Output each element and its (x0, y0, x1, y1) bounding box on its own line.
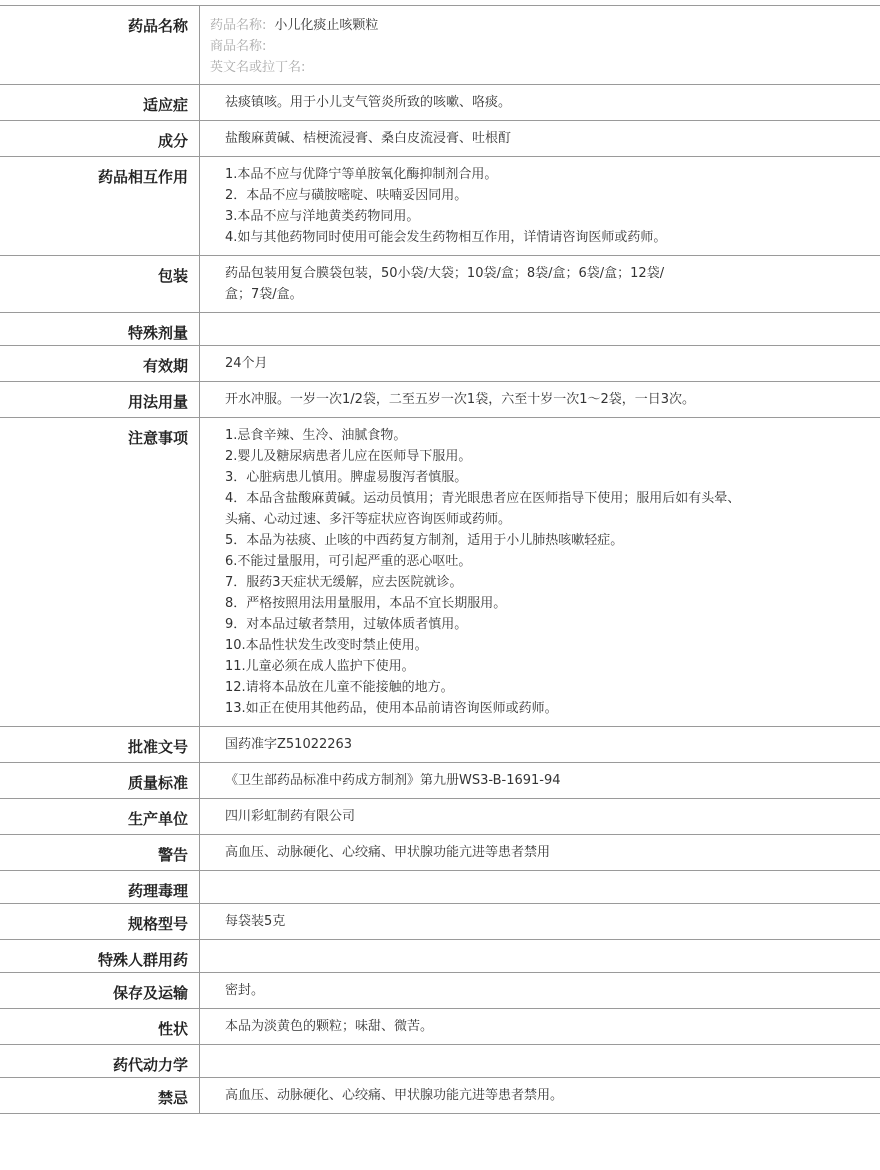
drug-info-table (0, 5, 880, 1114)
value-line: 每袋装5克 (225, 914, 286, 929)
value-line: 24个月 (225, 356, 268, 371)
value-line: 头痛、心动过速、多汗等症状应咨询医师或药师。 (225, 512, 512, 527)
info-rows (0, 85, 880, 1114)
value-line: 4.如与其他药物同时使用可能会发生药物相互作用，详情请咨询医师或药师。 (225, 230, 667, 245)
row-value (200, 871, 880, 903)
table-row (0, 1045, 880, 1078)
row-label: 性状 (0, 1009, 200, 1044)
row-value (200, 1045, 880, 1077)
table-row (0, 835, 880, 871)
row-label: 质量标准 (0, 763, 200, 798)
row-value (200, 904, 880, 939)
row-value (200, 85, 880, 120)
row-label: 警告 (0, 835, 200, 870)
table-row (0, 418, 880, 727)
row-value (200, 313, 880, 345)
trade-name-key: 商品名称: (210, 39, 267, 54)
row-label: 禁忌 (0, 1078, 200, 1113)
row-label: 批准文号 (0, 727, 200, 762)
table-row (0, 871, 880, 904)
row-label: 药品名称 (0, 6, 200, 84)
value-line: 3．心脏病患儿慎用。脾虚易腹泻者慎服。 (225, 470, 468, 485)
row-value (200, 346, 880, 381)
table-row (0, 799, 880, 835)
value-line: 《卫生部药品标准中药成方制剂》第九册WS3-B-1691-94 (225, 773, 561, 788)
row-label: 药理毒理 (0, 871, 200, 903)
value-line: 8．严格按照用法用量服用，本品不宜长期服用。 (225, 596, 507, 611)
value-line: 6.不能过量服用，可引起严重的恶心呕吐。 (225, 554, 472, 569)
value-line: 3.本品不应与洋地黄类药物同用。 (225, 209, 420, 224)
row-drug-name (0, 6, 880, 85)
table-row (0, 382, 880, 418)
table-row (0, 904, 880, 940)
table-row (0, 1078, 880, 1114)
value-line: 药品包装用复合膜袋包装，50小袋/大袋；10袋/盒；8袋/盒；6袋/盒；12袋/ (225, 266, 665, 281)
row-value (200, 727, 880, 762)
table-row (0, 763, 880, 799)
table-row (0, 313, 880, 346)
value-line: 国药准字Z51022263 (225, 737, 353, 752)
drug-name-block (200, 6, 880, 84)
drug-name-key: 药品名称: (210, 18, 267, 33)
value-line: 本品为淡黄色的颗粒；味甜、微苦。 (225, 1019, 434, 1034)
row-value (200, 418, 880, 726)
row-value (200, 835, 880, 870)
row-label: 药代动力学 (0, 1045, 200, 1077)
row-label: 有效期 (0, 346, 200, 381)
row-label: 注意事项 (0, 418, 200, 726)
row-value (200, 121, 880, 156)
value-line: 7．服药3天症状无缓解，应去医院就诊。 (225, 575, 463, 590)
row-value (200, 1078, 880, 1113)
row-label: 成分 (0, 121, 200, 156)
row-value (200, 1009, 880, 1044)
row-value (200, 973, 880, 1008)
value-line: 高血压、动脉硬化、心绞痛、甲状腺功能亢进等患者禁用 (225, 845, 551, 860)
english-name-key: 英文名或拉丁名: (210, 60, 306, 75)
value-line: 2．本品不应与磺胺嘧啶、呋喃妥因同用。 (225, 188, 468, 203)
table-row (0, 256, 880, 313)
table-row (0, 1009, 880, 1045)
row-label: 规格型号 (0, 904, 200, 939)
table-row (0, 121, 880, 157)
value-line: 密封。 (225, 983, 265, 998)
row-label: 特殊剂量 (0, 313, 200, 345)
table-row (0, 346, 880, 382)
value-line: 1.本品不应与优降宁等单胺氧化酶抑制剂合用。 (225, 167, 498, 182)
row-value (200, 799, 880, 834)
value-line: 高血压、动脉硬化、心绞痛、甲状腺功能亢进等患者禁用。 (225, 1088, 564, 1103)
row-label: 特殊人群用药 (0, 940, 200, 972)
value-line: 13.如正在使用其他药品，使用本品前请咨询医师或药师。 (225, 701, 558, 716)
row-value (200, 940, 880, 972)
table-row (0, 973, 880, 1009)
row-value (200, 382, 880, 417)
drug-name-value: 小儿化痰止咳颗粒 (274, 18, 379, 33)
value-line: 四川彩虹制药有限公司 (225, 809, 356, 824)
row-label: 适应症 (0, 85, 200, 120)
value-line: 2.婴儿及糖尿病患者儿应在医师导下服用。 (225, 449, 472, 464)
value-line: 9．对本品过敏者禁用，过敏体质者慎用。 (225, 617, 468, 632)
row-label: 包装 (0, 256, 200, 312)
value-line: 开水冲服。一岁一次1/2袋，二至五岁一次1袋，六至十岁一次1～2袋，一日3次。 (225, 392, 696, 407)
table-row (0, 940, 880, 973)
value-line: 盐酸麻黄碱、桔梗流浸膏、桑白皮流浸膏、吐根酊 (225, 131, 512, 146)
row-label: 生产单位 (0, 799, 200, 834)
value-line: 盒；7袋/盒。 (225, 287, 303, 302)
row-label: 药品相互作用 (0, 157, 200, 255)
value-line: 5．本品为祛痰、止咳的中西药复方制剂，适用于小儿肺热咳嗽轻症。 (225, 533, 624, 548)
row-value (200, 157, 880, 255)
value-line: 祛痰镇咳。用于小儿支气管炎所致的咳嗽、咯痰。 (225, 95, 512, 110)
row-label: 用法用量 (0, 382, 200, 417)
value-line: 11.儿童必须在成人监护下使用。 (225, 659, 415, 674)
value-line: 10.本品性状发生改变时禁止使用。 (225, 638, 428, 653)
row-value (200, 256, 880, 312)
value-line: 4．本品含盐酸麻黄碱。运动员慎用；青光眼患者应在医师指导下使用；服用后如有头晕、 (225, 491, 741, 506)
value-line: 1.忌食辛辣、生冷、油腻食物。 (225, 428, 407, 443)
value-line: 12.请将本品放在儿童不能接触的地方。 (225, 680, 454, 695)
table-row (0, 727, 880, 763)
row-label: 保存及运输 (0, 973, 200, 1008)
table-row (0, 157, 880, 256)
table-row (0, 85, 880, 121)
row-value (200, 763, 880, 798)
